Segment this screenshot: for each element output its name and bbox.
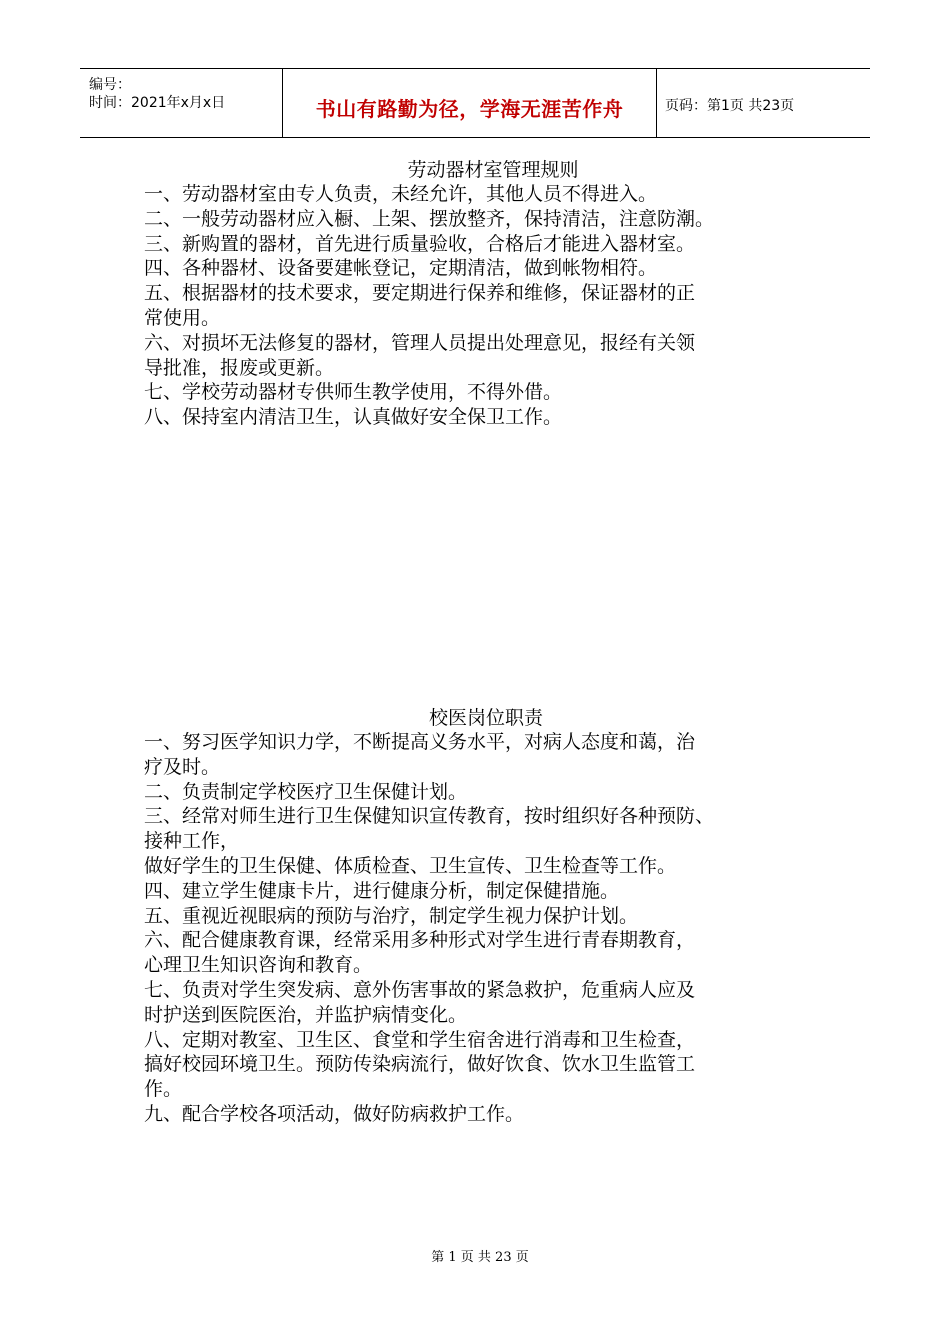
paragraph-line: 五、根据器材的技术要求，要定期进行保养和维修，保证器材的正 bbox=[144, 282, 696, 305]
paragraph-line: 六、对损坏无法修复的器材，管理人员提出处理意见，报经有关领 bbox=[144, 331, 696, 354]
document-header bbox=[80, 68, 870, 138]
paragraph-line: 接种工作， bbox=[144, 830, 240, 853]
header-motto-cell bbox=[283, 69, 657, 137]
header-page-cell bbox=[657, 69, 870, 137]
document-number-label: 编号： bbox=[89, 77, 131, 93]
paragraph-line: 六、配合健康教育课，经常采用多种形式对学生进行青春期教育， bbox=[144, 929, 696, 952]
paragraph-line: 一、努习医学知识力学，不断提高义务水平，对病人态度和蔼，治 bbox=[144, 731, 696, 753]
paragraph-line: 二、负责制定学校医疗卫生保健计划。 bbox=[144, 780, 468, 803]
paragraph-line: 搞好校园环境卫生。预防传染病流行，做好饮食、饮水卫生监管工 bbox=[144, 1053, 696, 1076]
paragraph-line: 常使用。 bbox=[144, 306, 221, 329]
section-school-doctor-duties bbox=[144, 706, 824, 1127]
paragraph-line: 导批准，报废或更新。 bbox=[144, 356, 335, 379]
paragraph-line: 二、一般劳动器材应入橱、上架、摆放整齐，保持清洁，注意防潮。 bbox=[144, 207, 715, 230]
paragraph-line: 作。 bbox=[144, 1078, 183, 1101]
paragraph-line: 七、负责对学生突发病、意外伤害事故的紧急救护，危重病人应及 bbox=[144, 978, 696, 1001]
paragraph-line: 四、各种器材、设备要建帐登记，定期清洁，做到帐物相符。 bbox=[144, 257, 658, 280]
section-title: 劳动器材室管理规则 bbox=[407, 159, 579, 181]
section-equipment-rules bbox=[144, 158, 824, 430]
header-page-info: 页码：第1页 共23页 bbox=[665, 98, 795, 114]
page-footer: 第 1 页 共 23 页 bbox=[431, 1250, 529, 1265]
header-motto: 书山有路勤为径，学海无涯苦作舟 bbox=[315, 97, 624, 121]
paragraph-line: 八、定期对教室、卫生区、食堂和学生宿舍进行消毒和卫生检查， bbox=[144, 1028, 696, 1051]
paragraph-line: 九、配合学校各项活动，做好防病救护工作。 bbox=[144, 1102, 525, 1125]
paragraph-line: 五、重视近视眼病的预防与治疗，制定学生视力保护计划。 bbox=[144, 904, 639, 927]
header-meta-cell bbox=[80, 69, 283, 137]
paragraph-line: 四、建立学生健康卡片，进行健康分析，制定保健措施。 bbox=[144, 879, 620, 902]
section-title: 校医岗位职责 bbox=[428, 707, 543, 729]
paragraph-line: 疗及时。 bbox=[144, 755, 221, 778]
paragraph-line: 三、经常对师生进行卫生保健知识宣传教育，按时组织好各种预防、 bbox=[144, 805, 715, 828]
paragraph-line: 做好学生的卫生保健、体质检查、卫生宣传、卫生检查等工作。 bbox=[144, 854, 677, 877]
paragraph-line: 七、学校劳动器材专供师生教学使用，不得外借。 bbox=[144, 381, 563, 404]
paragraph-line: 八、保持室内清洁卫生，认真做好安全保卫工作。 bbox=[144, 406, 563, 429]
paragraph-line: 心理卫生知识咨询和教育。 bbox=[144, 954, 373, 977]
paragraph-line: 时护送到医院医治，并监护病情变化。 bbox=[144, 1003, 468, 1026]
paragraph-line: 三、新购置的器材，首先进行质量验收，合格后才能进入器材室。 bbox=[144, 232, 696, 255]
document-time-label: 时间：2021年x月x日 bbox=[89, 95, 226, 111]
paragraph-line: 一、劳动器材室由专人负责，未经允许，其他人员不得进入。 bbox=[144, 183, 658, 205]
